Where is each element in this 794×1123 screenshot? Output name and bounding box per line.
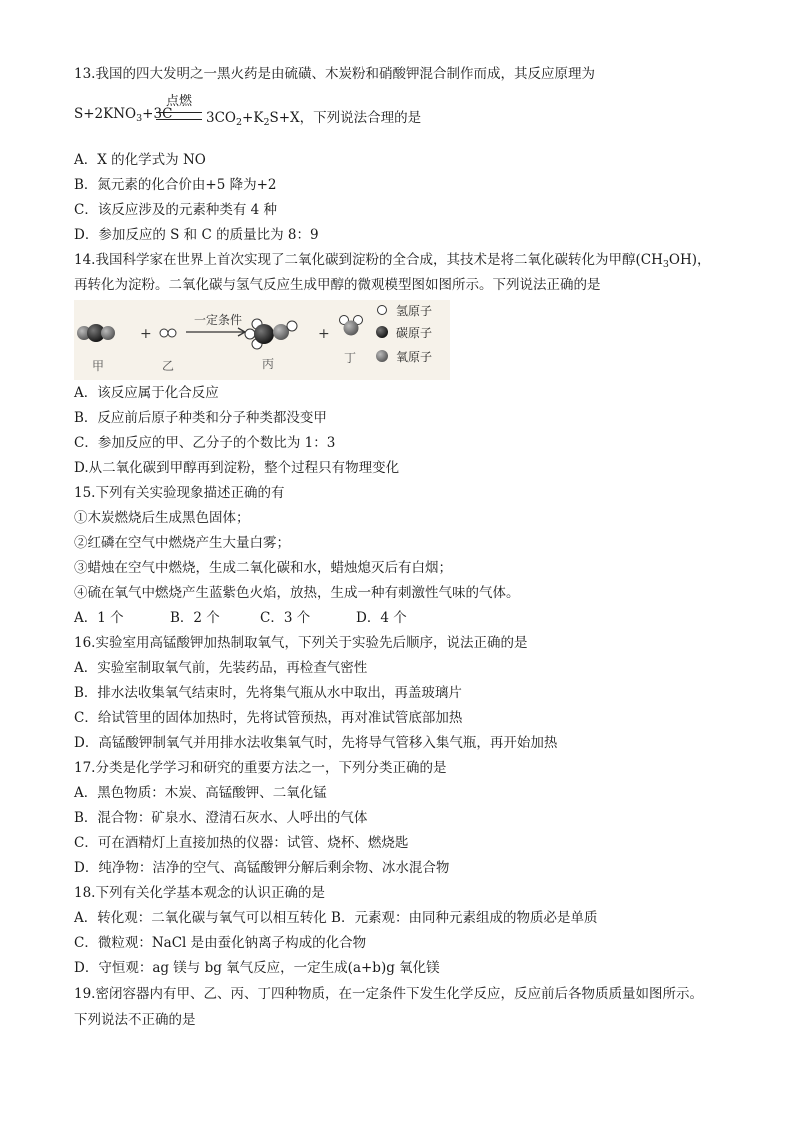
q15-option-a: A．1 个 <box>74 610 124 626</box>
co2-molecule <box>77 324 115 342</box>
q16-option-d: D．高锰酸钾制氧气并用排水法收集氧气时，先将导气管移入集气瓶，再开始加热 <box>74 735 558 751</box>
legend-hydrogen: 氢原子 <box>396 304 433 318</box>
q17-option-b: B．混合物：矿泉水、澄清石灰水、人呼出的气体 <box>74 810 368 826</box>
q18-option-d: D．守恒观：ag 镁与 bg 氧气反应，一定生成(a+b)g 氧化镁 <box>74 960 440 976</box>
q16-option-c: C．给试管里的固体加热时，先将试管预热，再对准试管底部加热 <box>74 710 463 726</box>
q13-equation <box>74 96 634 136</box>
q13-option-b: B．氮元素的化合价由+5 降为+2 <box>74 177 277 193</box>
reaction-condition-label: 一定条件 <box>194 313 243 327</box>
q15-option-b: B．2 个 <box>170 610 220 626</box>
q19-stem-line2: 下列说法不正确的是 <box>74 1012 196 1028</box>
q19-stem-line1: 19.密闭容器内有甲、乙、丙、丁四种物质，在一定条件下发生化学反应，反应前后各物质质量如图所示。 <box>74 986 703 1002</box>
q18-option-a-b: A．转化观：二氧化碳与氧气可以相互转化 B．元素观：由同种元素组成的物质必是单质 <box>74 910 598 926</box>
q17-option-c: C．可在酒精灯上直接加热的仪器：试管、烧杯、燃烧匙 <box>74 835 409 851</box>
q16-option-b: B．排水法收集氧气结束时，先将集气瓶从水中取出，再盖玻璃片 <box>74 685 462 701</box>
q18-stem: 18.下列有关化学基本观念的认识正确的是 <box>74 885 325 901</box>
h2-molecule <box>160 329 176 337</box>
methanol-molecule <box>245 319 297 349</box>
diagram-legend <box>376 304 432 364</box>
legend-carbon: 碳原子 <box>396 326 433 340</box>
equation-right-side: $3CO_2+K_2S+X$，下列说法合理的是 <box>206 110 422 128</box>
q14-stem-line1: 14.我国科学家在世界上首次实现了二氧化碳到淀粉的全合成，其技术是将二氧化碳转化为甲醇$(CH_3OH)$， <box>74 252 711 270</box>
q17-stem: 17.分类是化学学习和研究的重要方法之一，下列分类正确的是 <box>74 760 447 776</box>
legend-oxygen: 氧原子 <box>396 350 433 364</box>
label-yi: 乙 <box>162 359 175 373</box>
q15-item-3: ③蜡烛在空气中燃烧，生成二氧化碳和水，蜡烛熄灭后有白烟； <box>74 560 452 576</box>
q18-option-c: C．微粒观：NaCl 是由蚕化钠离子构成的化合物 <box>74 935 367 951</box>
q14-option-d: D.从二氧化碳到甲醇再到淀粉，整个过程只有物理变化 <box>74 460 400 476</box>
q14-option-c: C．参加反应的甲、乙分子的个数比为 1：3 <box>74 435 336 451</box>
q13-option-d: D．参加反应的 S 和 C 的质量比为 8：9 <box>74 227 319 243</box>
molecular-model-diagram <box>74 300 450 380</box>
equation-equals-sign <box>156 112 202 120</box>
water-molecule <box>340 316 363 336</box>
q17-option-a: A．黑色物质：木炭、高锰酸钾、二氧化锰 <box>74 785 327 801</box>
q15-option-c: C．3 个 <box>260 610 311 626</box>
q16-stem: 16.实验室用高锰酸钾加热制取氧气，下列关于实验先后顺序，说法正确的是 <box>74 635 528 651</box>
q16-option-a: A．实验室制取氧气前，先装药品，再检查气密性 <box>74 660 368 676</box>
q14-option-b: B．反应前后原子种类和分子种类都没变甲 <box>74 410 327 426</box>
q13-option-a: A．X 的化学式为 NO <box>74 152 206 168</box>
equation-left-side: $S+2KNO_3+3C$ <box>74 106 173 124</box>
q15-stem: 15.下列有关实验现象描述正确的有 <box>74 485 285 501</box>
q15-item-2: ②红磷在空气中燃烧产生大量白雾； <box>74 535 290 551</box>
q13-stem: 13.我国的四大发明之一黑火药是由硫磺、木炭粉和硝酸钾混合制作而成，其反应原理为 <box>74 66 595 82</box>
q14-stem-line2: 再转化为淀粉。二氧化碳与氢气反应生成甲醇的微观模型图如图所示。下列说法正确的是 <box>74 277 601 293</box>
plus-sign-2: + <box>318 326 330 342</box>
label-bing: 丙 <box>262 357 275 371</box>
q15-option-d: D．4 个 <box>356 610 407 626</box>
label-jia: 甲 <box>92 359 105 373</box>
equation-condition: 点燃 <box>165 94 192 109</box>
q15-item-1: ①木炭燃烧后生成黑色固体； <box>74 510 250 526</box>
q14-option-a: A．该反应属于化合反应 <box>74 385 219 401</box>
label-ding: 丁 <box>344 351 357 365</box>
q17-option-d: D．纯净物：洁净的空气、高锰酸钾分解后剩余物、冰水混合物 <box>74 860 450 876</box>
q15-item-4: ④硫在氧气中燃烧产生蓝紫色火焰，放热，生成一种有刺激性气味的气体。 <box>74 585 520 601</box>
q13-option-c: C．该反应涉及的元素种类有 4 种 <box>74 202 278 218</box>
plus-sign-1: + <box>140 326 152 342</box>
